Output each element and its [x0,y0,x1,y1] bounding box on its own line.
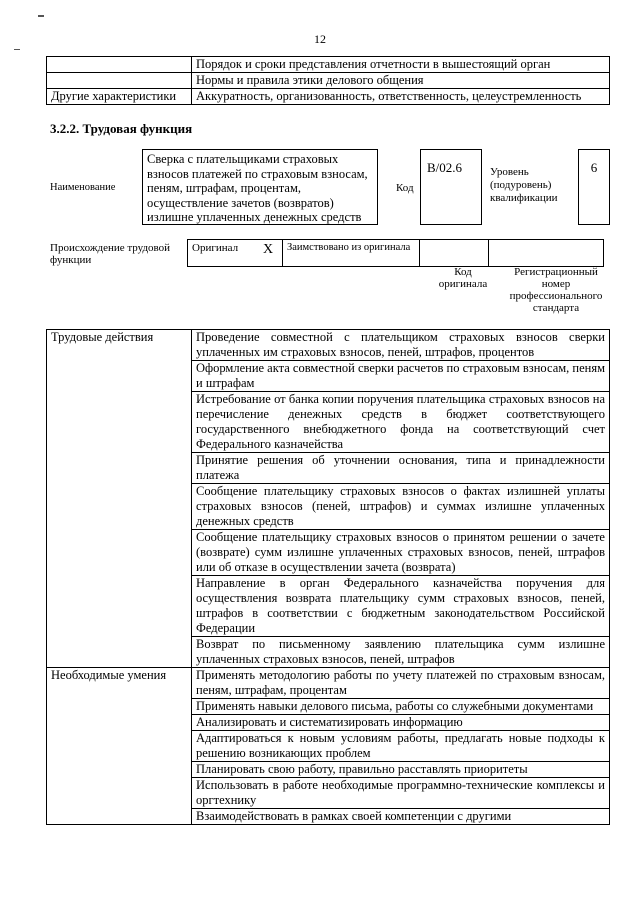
table-cell: Применять методологию работы по учету платежей по страховым взносам, пеням, штрафам, процентам [192,668,610,699]
table-cell: Оформление акта совместной сверки расчетов по страховым взносам, пеням и штрафам [192,361,610,392]
code-label: Код [396,182,414,194]
group-label: Трудовые действия [47,330,192,668]
section-title: 3.2.2. Трудовая функция [50,121,193,136]
table-cell: Направление в орган Федерального казначейства поручения для осуществления возврата плательщику сумм страховых взносов, пеней, штрафов в соответствии с бюджетным законодательством Российской Федерации [192,576,610,637]
group-label: Необходимые умения [47,668,192,825]
function-code: В/02.6 [420,149,482,225]
original-label: Оригинал [188,240,255,267]
borrowed-label: Заимствовано из оригинала [283,240,420,267]
qualification-level: 6 [578,149,610,225]
table-cell: Сообщение плательщику страховых взносов о фактах излишней уплаты страховых взносов (пеней, штрафов) и суммах излишне уплаченных денежных средств [192,484,610,530]
table-cell: Порядок и сроки представления отчетности в вышестоящий орган [192,57,610,73]
table-cell: Принятие решения об уточнении основания, типа и принадлежности платежа [192,453,610,484]
name-label: Наименование [50,182,116,193]
table-cell: Проведение совместной с плательщиком страховых взносов сверки уплаченных им страховых взносов, пеней, штрафов, процентов [192,330,610,361]
table-cell: Нормы и правила этики делового общения [192,73,610,89]
table-row [47,330,610,361]
table-row [47,89,610,105]
scan-mark [14,49,20,50]
function-name: Сверка с плательщиками страховых взносов платежей по страховым взносам, пеням, штрафам, процентам, осуществление зачетов (возвратов) излишне уплаченных денежных средств [142,149,378,225]
table-cell: Применять навыки делового письма, работы со служебными документами [192,699,610,715]
table-cell: Истребование от банка копии поручения плательщика страховых взносов на перечисление денежных средств в бюджет соответствующего государственного внебюджетного фонда на соответствующий счет Федерального казначейства [192,392,610,453]
table-row [47,57,610,73]
table-cell: Сообщение плательщику страховых взносов о принятом решении о зачете (возврате) сумм излишне уплаченных страховых взносов, пеней, штрафов или об отказе в осуществлении зачета (возврата) [192,530,610,576]
page-number: 12 [314,32,326,46]
top-table [46,56,610,105]
table-cell [47,57,192,73]
table-row [188,240,604,267]
table-cell: Адаптироваться к новым условиям работы, предлагать новые подходы к решению возникающих проблем [192,731,610,762]
table-cell: Аккуратность, организованность, ответственность, целеустремленность [192,89,610,105]
table-cell: Взаимодействовать в рамках своей компетенции с другими [192,809,610,825]
table-cell: Использовать в работе необходимые программно-технические комплексы и оргтехнику [192,778,610,809]
original-mark: X [254,240,283,267]
level-label: Уровень (подуровень) квалификации [490,166,558,204]
reg-number-cell [489,240,604,267]
code-cell [420,240,489,267]
table-row [47,668,610,699]
table-cell: Другие характеристики [47,89,192,105]
table-cell: Возврат по письменному заявлению плательщика сумм излишне уплаченных страховых взносов, пеней, штрафов [192,637,610,668]
table-cell: Планировать свою работу, правильно расставлять приоритеты [192,762,610,778]
table-cell [47,73,192,89]
main-table [46,329,610,825]
origin-table [187,239,604,267]
table-cell: Анализировать и систематизировать информацию [192,715,610,731]
scan-mark [38,15,44,17]
table-row [47,73,610,89]
origin-label: Происхождение трудовой функции [50,242,171,266]
code-caption: Код оригинала [438,266,488,290]
reg-caption: Регистрационный номер профессионального стандарта [509,266,603,314]
